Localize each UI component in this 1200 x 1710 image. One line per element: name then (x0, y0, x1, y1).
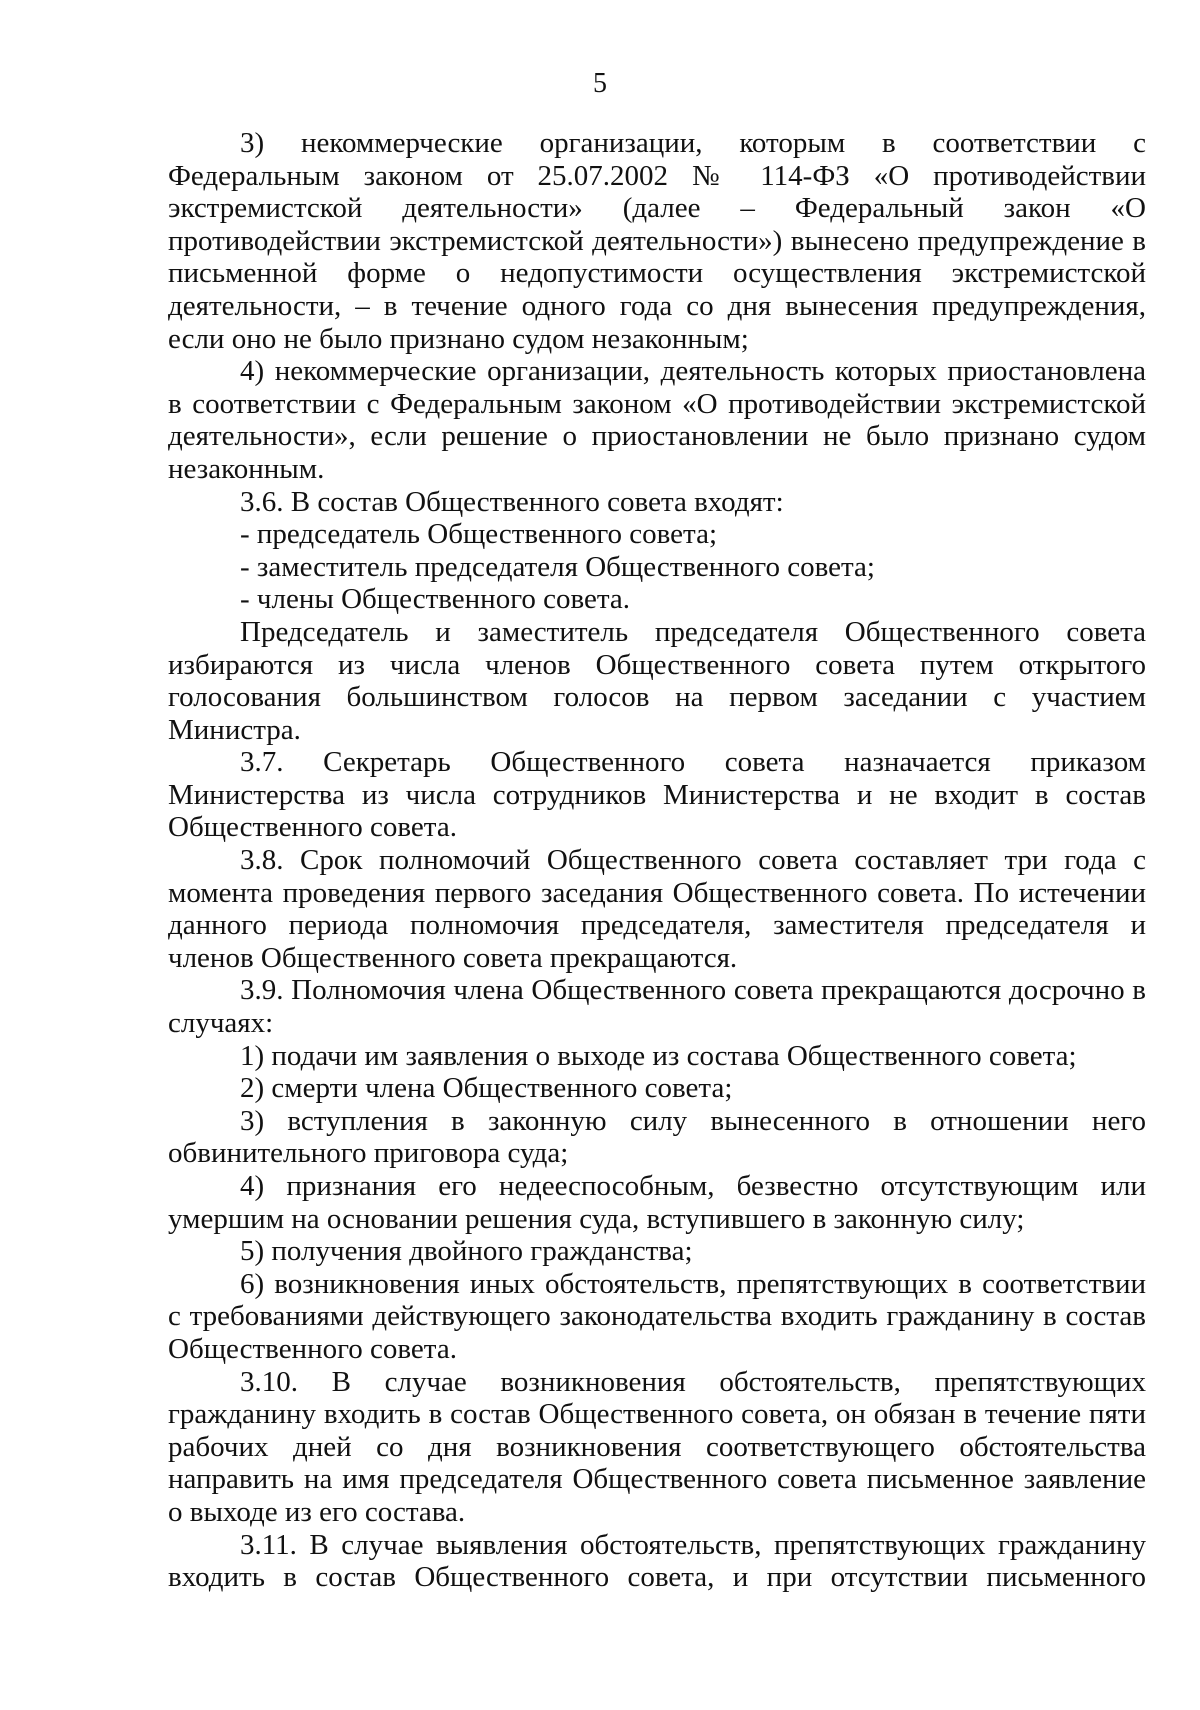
list-item-members: - члены Общественного совета. (240, 583, 631, 616)
list-item-deputy-chairman: - заместитель председателя Общественного совета; (240, 550, 875, 583)
list-item-chairman: - председатель Общественного совета; (240, 518, 717, 551)
list-item-case-4: 4) признания его недееспособным, безвестно отсутствующим или умершим на основании решения суда, вступившего в законную силу; (168, 1170, 1146, 1235)
paragraph-3-9: 3.9. Полномочия члена Общественного совета прекращаются досрочно в случаях: (168, 974, 1146, 1040)
page-number: 5 (593, 68, 607, 99)
list-item-case-5: 5) получения двойного гражданства; (240, 1235, 693, 1268)
document-body (168, 127, 1146, 1594)
list-item-case-2: 2) смерти члена Общественного совета; (240, 1072, 733, 1105)
paragraph-3-6: 3.6. В состав Общественного совета входят: (240, 485, 784, 518)
paragraph-3-7: 3.7. Секретарь Общественного совета назначается приказом Министерства из числа сотрудников Министерства и не входит в состав Общественного совета. (168, 746, 1146, 844)
list-item-case-1: 1) подачи им заявления о выходе из состава Общественного совета; (240, 1039, 1077, 1072)
list-item-case-3: 3) вступления в законную силу вынесенного в отношении него обвинительного приговора суда; (168, 1104, 1146, 1170)
paragraph-clause-3: 3) некоммерческие организации, которым в соответствии с Федеральным законом от 25.07.2002 № 114-ФЗ «О противодействии экстремистской деятельности» (далее – Федеральный закон «О противодействии экстремистской деятельности») вынесено предупреждение в письменной форме о недопустимости осуществления экстремистской деятельности, – в течение одного года со дня вынесения предупреждения, если оно не было признано судом незаконным; (168, 127, 1146, 355)
paragraph-election: Председатель и заместитель председателя Общественного совета избираются из числа членов Общественного совета путем открытого голосования большинством голосов на первом заседании с участием Министра. (168, 615, 1146, 746)
paragraph-3-8: 3.8. Срок полномочий Общественного совета составляет три года с момента проведения первого заседания Общественного совета. По истечении данного периода полномочия председателя, заместителя председателя и членов Общественного совета прекращаются. (168, 844, 1146, 974)
paragraph-clause-4: 4) некоммерческие организации, деятельность которых приостановлена в соответствии с Федеральным законом «О противодействии экстремистской деятельности», если решение о приостановлении не было признано судом незаконным. (168, 355, 1146, 485)
list-item-case-6: 6) возникновения иных обстоятельств, препятствующих в соответствии с требованиями действующего законодательства входить гражданину в состав Общественного совета. (168, 1267, 1146, 1365)
paragraph-3-11: 3.11. В случае выявления обстоятельств, препятствующих гражданину входить в состав Общественного совета, и при отсутствии письменного (168, 1528, 1146, 1594)
paragraph-3-10: 3.10. В случае возникновения обстоятельств, препятствующих гражданину входить в состав Общественного совета, он обязан в течение пяти рабочих дней со дня возникновения соответствующего обстоятельства направить на имя председателя Общественного совета письменное заявление о выходе из его состава. (168, 1365, 1146, 1528)
